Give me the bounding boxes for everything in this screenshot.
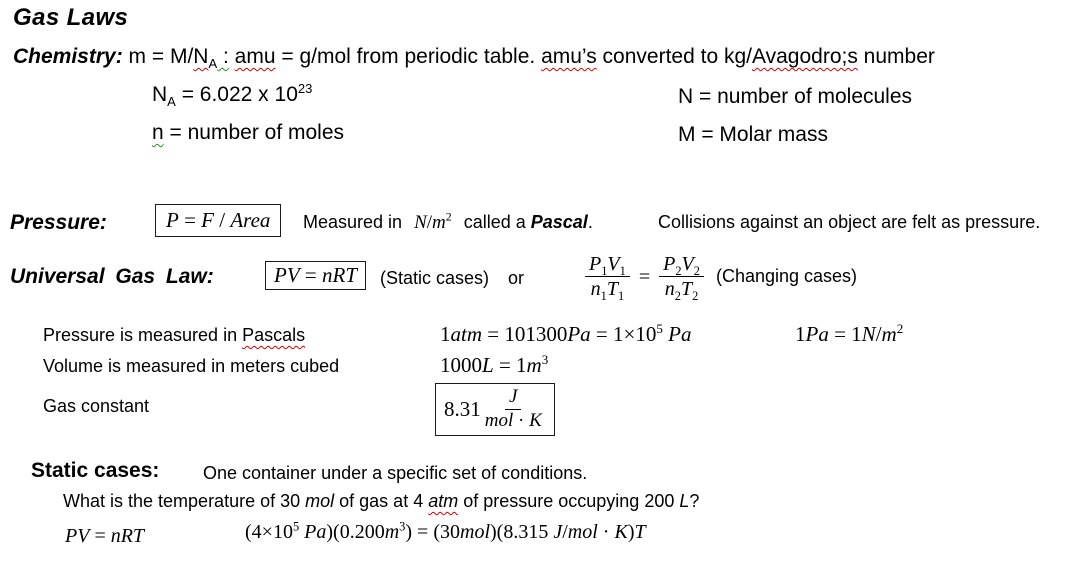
chemistry-text-1: m = M/: [122, 45, 194, 68]
chemistry-text-2: = g/mol from periodic table.: [275, 45, 542, 68]
pressure-formula-box: [155, 204, 281, 237]
grammar-colon: :: [217, 45, 229, 68]
ugl-formula-box: [265, 261, 366, 290]
pressure-formula: P = F / Area: [166, 208, 271, 232]
unit-mol: mol: [305, 491, 335, 511]
changing-cases-formula: [585, 253, 858, 303]
ugl-formula: PV = nRT: [274, 263, 358, 287]
liter-conversion: $1000L = 1m^3$: [440, 352, 549, 377]
unit-liter: L: [679, 491, 690, 511]
gas-constant-label: Gas constant: [43, 396, 150, 416]
r-value: 8.31: [444, 396, 481, 421]
chemistry-line: [13, 44, 935, 72]
frac-state-2: $\frac{P_2V_2}{n_2T_2}$: [659, 253, 704, 300]
misspelled-avagodro: Avagodro;s: [751, 45, 858, 68]
pascal-definition: $1Pa = 1N/m^2$: [795, 321, 904, 346]
or-text: or: [508, 268, 525, 288]
static-cases-heading: Static cases:: [31, 459, 160, 482]
pressure-units-line: Pressure is measured in Pascals: [43, 325, 306, 345]
grammar-n: n: [152, 121, 164, 144]
chemistry-text-4: number: [857, 45, 935, 68]
frac-state-1: $\frac{P_1V_1}{n_1T_1}$: [585, 253, 630, 300]
pressure-collisions-note: Collisions against an object are felt as pressure.: [658, 212, 1041, 232]
example-question: What is the temperature of 30 mol of gas at 4 atm of pressure occupying 200 L?: [63, 491, 700, 511]
pascal-term: Pascal: [530, 212, 588, 232]
page-title: Gas Laws: [13, 4, 129, 31]
pv-nrt-restate: PV = nRT: [65, 525, 145, 547]
misspelled-pascals: Pascals: [242, 325, 306, 345]
chemistry-label: Chemistry:: [13, 45, 123, 68]
changing-cases-note: (Changing cases): [715, 265, 858, 286]
r-units-fraction: $\frac{J}{\text{mol · K}}$: [484, 386, 542, 431]
def-molecules: N = number of molecules: [678, 85, 913, 108]
pressure-label: Pressure:: [10, 211, 107, 234]
def-molar-mass: M = Molar mass: [678, 123, 828, 146]
pressure-measured-note: Measured in $N/m^2$ called a Pascal.: [303, 210, 593, 233]
ugl-label: Universal Gas Law:: [10, 265, 214, 288]
newton-per-m2: $N/m^2$: [414, 210, 452, 233]
static-cases-note: (Static cases): [380, 268, 490, 288]
def-avogadro-number: $N_A = 6.022$ x $10^{23}$: [152, 81, 313, 110]
volume-units-line: Volume is measured in meters cubed: [43, 356, 340, 376]
equals-sign: =: [638, 265, 651, 288]
gas-constant-box: [435, 383, 555, 436]
chemistry-text-3: converted to kg/: [596, 45, 752, 68]
atm-conversion: $1atm = 101300Pa = 1\times 10^5$ Pa: [440, 321, 692, 346]
def-moles: n = number of moles: [152, 121, 345, 144]
static-cases-description: One container under a specific set of conditions.: [203, 463, 588, 483]
misspelled-atm: atm: [428, 491, 459, 511]
misspelled-amus: amu’s: [541, 45, 597, 68]
misspelled-amu: amu: [234, 45, 276, 68]
na-symbol: $N_A$: [193, 45, 218, 72]
worked-equation: ($4\times 10^5$ $Pa)(0.200m^3) = (30mol)(8.315$ J/mol · K)T: [245, 519, 646, 543]
